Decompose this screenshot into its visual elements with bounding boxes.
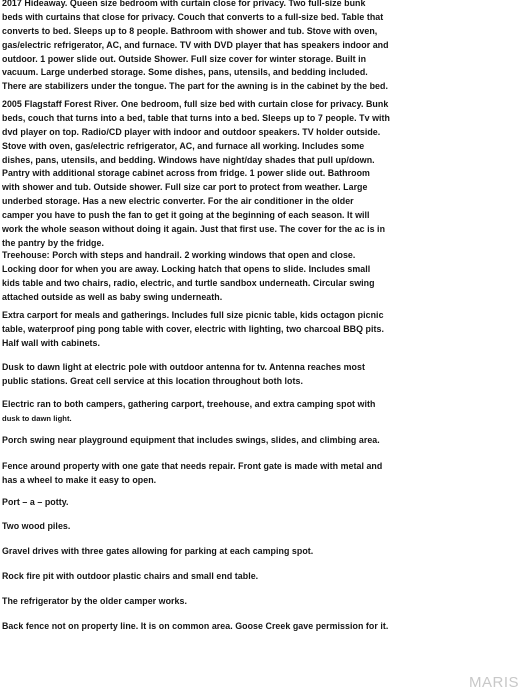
text-line: Fence around property with one gate that needs repair. Front gate is made with metal and bbox=[2, 461, 383, 471]
text-line: Stove with oven, gas/electric refrigerator, AC, and furnace all working. Includes some bbox=[2, 140, 365, 151]
text-line: Treehouse: Porch with steps and handrail. 2 working windows that open and close. bbox=[2, 250, 356, 260]
text-line: converts to bed. Sleeps up to 8 people. Bathroom with shower and tub. Stove with oven, bbox=[2, 25, 378, 36]
text-line: Back fence not on property line. It is on common area. Goose Creek gave permission for it. bbox=[2, 621, 389, 631]
text-line: Gravel drives with three gates allowing for parking at each camping spot. bbox=[2, 546, 314, 556]
text-line: Dusk to dawn light at electric pole with outdoor antenna for tv. Antenna reaches most bbox=[2, 362, 365, 372]
paragraph-refrigerator bbox=[2, 595, 521, 609]
text-line: attached outside as well as baby swing underneath. bbox=[2, 291, 223, 302]
paragraph-port-a-potty bbox=[2, 496, 521, 510]
text-line: the pantry by the fridge. bbox=[2, 237, 104, 248]
paragraph-dusk-to-dawn bbox=[2, 361, 521, 389]
text-line: Two wood piles. bbox=[2, 521, 71, 531]
watermark-logo: MARIS bbox=[468, 674, 519, 691]
text-line: kids table and two chairs, radio, electric, and turtle sandbox underneath. Circular swing bbox=[2, 277, 375, 288]
text-line: outdoor. 1 power slide out. Outside Shower. Full size cover for winter storage. Built in bbox=[2, 53, 367, 64]
text-line: beds, couch that turns into a bed, table that turns into a bed. Sleeps up to 7 people. Tv with bbox=[2, 112, 390, 123]
text-line: gas/electric refrigerator, AC, and furnace. TV with DVD player that has speakers indoor and bbox=[2, 39, 389, 50]
text-line: underbed storage. Has a new electric converter. For the air conditioner in the older bbox=[2, 196, 354, 207]
text-line: with shower and tub. Outside shower. Full size car port to protect from weather. Large bbox=[2, 182, 368, 193]
text-line: Extra carport for meals and gatherings. Includes full size picnic table, kids octagon picnic bbox=[2, 310, 384, 320]
paragraph-2017-hideaway bbox=[2, 0, 521, 94]
text-line: Pantry with additional storage cabinet across from fridge. 1 power slide out. Bathroom bbox=[2, 168, 370, 179]
text-line: 2005 Flagstaff Forest River. One bedroom, full size bed with curtain close for privacy. Bunk bbox=[2, 99, 389, 109]
paragraph-electric bbox=[2, 398, 521, 426]
text-line: Porch swing near playground equipment that includes swings, slides, and climbing area. bbox=[2, 435, 380, 445]
paragraph-porch-swing bbox=[2, 434, 521, 448]
text-line: dvd player on top. Radio/CD player with indoor and outdoor speakers. TV holder outside. bbox=[2, 126, 381, 137]
text-line: 2017 Hideaway. Queen size bedroom with curtain close for privacy. Two full-size bunk bbox=[2, 0, 366, 8]
paragraph-back-fence bbox=[2, 620, 521, 634]
text-line: Port – a – potty. bbox=[2, 497, 69, 507]
text-line: beds with curtains that close for privacy. Couch that converts to a full-size bed. Table that bbox=[2, 11, 384, 22]
text-line: table, waterproof ping pong table with cover, electric with lighting, two charcoal BBQ pits. bbox=[2, 323, 384, 334]
text-line: vacuum. Large underbed storage. Some dishes, pans, utensils, and bedding included. bbox=[2, 67, 368, 78]
paragraph-treehouse bbox=[2, 249, 521, 305]
text-line: Electric ran to both campers, gathering carport, treehouse, and extra camping spot with bbox=[2, 399, 376, 409]
text-line: work the whole season without doing it again. Just that first use. The cover for the ac is in bbox=[2, 224, 386, 235]
text-line: There are stabilizers under the tongue. The part for the awning is in the cabinet by the bed. bbox=[2, 81, 388, 92]
text-line: Half wall with cabinets. bbox=[2, 337, 101, 348]
text-line: Locking door for when you are away. Locking hatch that opens to slide. Includes small bbox=[2, 263, 371, 274]
paragraph-fire-pit bbox=[2, 570, 521, 584]
text-line: The refrigerator by the older camper works. bbox=[2, 596, 187, 606]
text-line: Rock fire pit with outdoor plastic chairs and small end table. bbox=[2, 571, 259, 581]
paragraph-2005-flagstaff bbox=[2, 98, 521, 251]
paragraph-fence bbox=[2, 460, 521, 488]
text-line: camper you have to push the fan to get it going at the beginning of each season. It will bbox=[2, 210, 370, 221]
paragraph-wood-piles bbox=[2, 520, 521, 534]
text-line: dusk to dawn light. bbox=[2, 413, 72, 423]
paragraph-extra-carport bbox=[2, 309, 521, 351]
text-line: has a wheel to make it easy to open. bbox=[2, 474, 157, 485]
text-line: public stations. Great cell service at this location throughout both lots. bbox=[2, 375, 303, 386]
text-line: dishes, pans, utensils, and bedding. Windows have night/day shades that pull up/down. bbox=[2, 154, 375, 165]
paragraph-gravel-drives bbox=[2, 545, 521, 559]
